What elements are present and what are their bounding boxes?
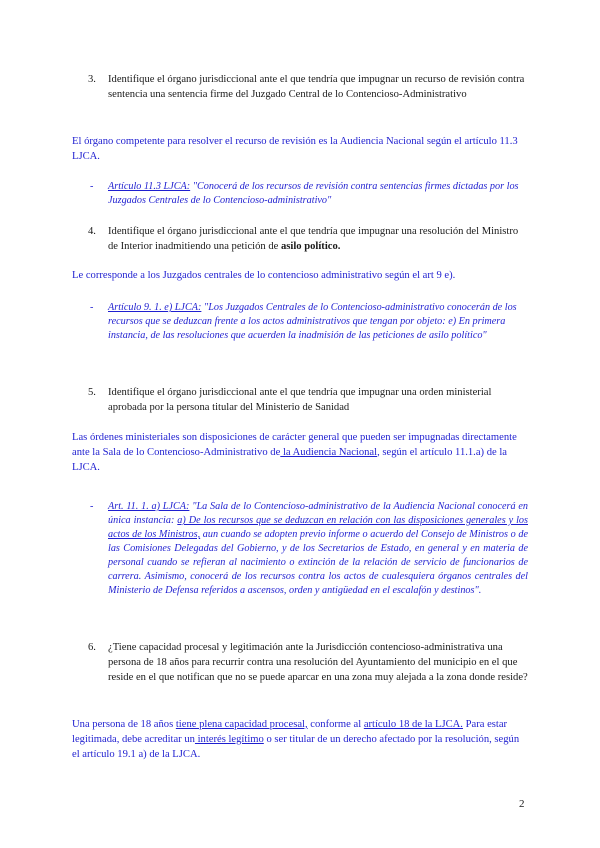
question-text: Identifique el órgano jurisdiccional ante el que tendría que impugnar una orden ministerial aprobada por la persona titular del Ministerio de Sanidad [108, 387, 492, 413]
capacidad-procesal-link[interactable]: tiene plena capacidad procesal, [175, 719, 308, 730]
interes-legitimo-link[interactable]: interés legítimo [194, 734, 264, 745]
answer-text: Una persona de 18 años [72, 719, 176, 730]
list-dash: - [90, 302, 94, 313]
answer-text: , según el artículo 11.1.a) de la LJCA. [72, 447, 508, 473]
answer-text: o ser titular de un derecho afectado por la resolución, según el artículo 19.1 a) de la LJCA. [72, 734, 520, 760]
list-dash: - [90, 501, 94, 512]
quote-text: "La Sala de lo Contencioso-administrativo de la Audiencia Nacional conocerá en única instancia: [108, 501, 528, 526]
quote-text: "Los Juzgados Centrales de lo Contencioso-administrativo conocerán de los recursos que se deduzcan frente a los actos administrativos que tengan por objeto: e) En primera instancia, de las resoluciones que acuerden la inadmisión de las peticiones de asilo político" [108, 302, 517, 341]
quote-3 [90, 180, 528, 208]
audiencia-nacional-link[interactable]: la Audiencia Nacional [280, 447, 378, 458]
quote-underlined: a) De los recursos que se deduzcan en relación con las disposiciones generales y los actos de los Ministros, [108, 515, 528, 540]
answer-text: conforme al [307, 719, 364, 730]
quote-4 [90, 301, 528, 343]
question-6 [88, 640, 528, 685]
question-bold: asilo político. [280, 241, 341, 252]
answer-3: El órgano competente para resolver el recurso de revisión es la Audiencia Nacional según el artículo 11.3 LJCA. [72, 136, 518, 162]
question-3 [88, 72, 528, 102]
question-number: 6. [88, 642, 96, 653]
quote-reference: Artículo 11.3 LJCA: [108, 181, 191, 192]
question-text: Identifique el órgano jurisdiccional ante el que tendría que impugnar un recurso de revisión contra sentencia una sentencia firme del Juzgado Central de lo Contencioso-Administrativo [108, 74, 525, 100]
answer-text: Para estar legitimada, debe acreditar un [72, 719, 508, 745]
quote-text: "Conocerá de los recursos de revisión contra sentencias firmes dictadas por los Juzgados Centrales de lo Contencioso-administrativo" [108, 181, 519, 206]
articulo-18-link[interactable]: artículo 18 de la LJCA. [363, 719, 463, 730]
answer-text: Las órdenes ministeriales son disposiciones de carácter general que pueden ser impugnadas directamente ante la Sala de lo Contencioso-Administrativo de [72, 432, 517, 458]
question-number: 4. [88, 226, 96, 237]
answer-6 [72, 717, 528, 762]
question-5 [88, 385, 528, 415]
question-text: ¿Tiene capacidad procesal y legitimación ante la Jurisdicción contencioso-administrativa una persona de 18 años para recurrir contra una resolución del Ayuntamiento del municipio en el que reside en el que notifican que no se puede aparcar en una zona muy alejada a la zona donde reside? [108, 642, 528, 683]
answer-4: Le corresponde a los Juzgados centrales de lo contencioso administrativo según el art 9 e). [72, 270, 456, 281]
list-dash: - [90, 181, 94, 192]
quote-reference: Art. 11. 1. a) LJCA: [108, 501, 190, 512]
question-number: 5. [88, 387, 96, 398]
question-text: Identifique el órgano jurisdiccional ante el que tendría que impugnar una resolución del Ministro de Interior inadmitiendo una petición de [108, 226, 519, 252]
question-4 [88, 224, 528, 254]
question-number: 3. [88, 74, 96, 85]
answer-5 [72, 430, 528, 475]
quote-5 [90, 500, 528, 598]
page-number: 2 [519, 798, 525, 810]
quote-text: aun cuando se adopten previo informe o acuerdo del Consejo de Ministros o de las Comisiones Delegadas del Gobierno, y de los Secretarios de Estado, en general y en materia de personal cuando se refieran al nacimiento o extinción de la relación de servicio de funcionarios de carrera. Asimismo, conocerá de los recursos contra los actos de cualesquiera órganos centrales del Ministerio de Defensa referidos a ascensos, orden y antigüedad en el escalafón y destinos". [108, 529, 528, 596]
quote-reference: Artículo 9. 1. e) LJCA: [108, 302, 202, 313]
